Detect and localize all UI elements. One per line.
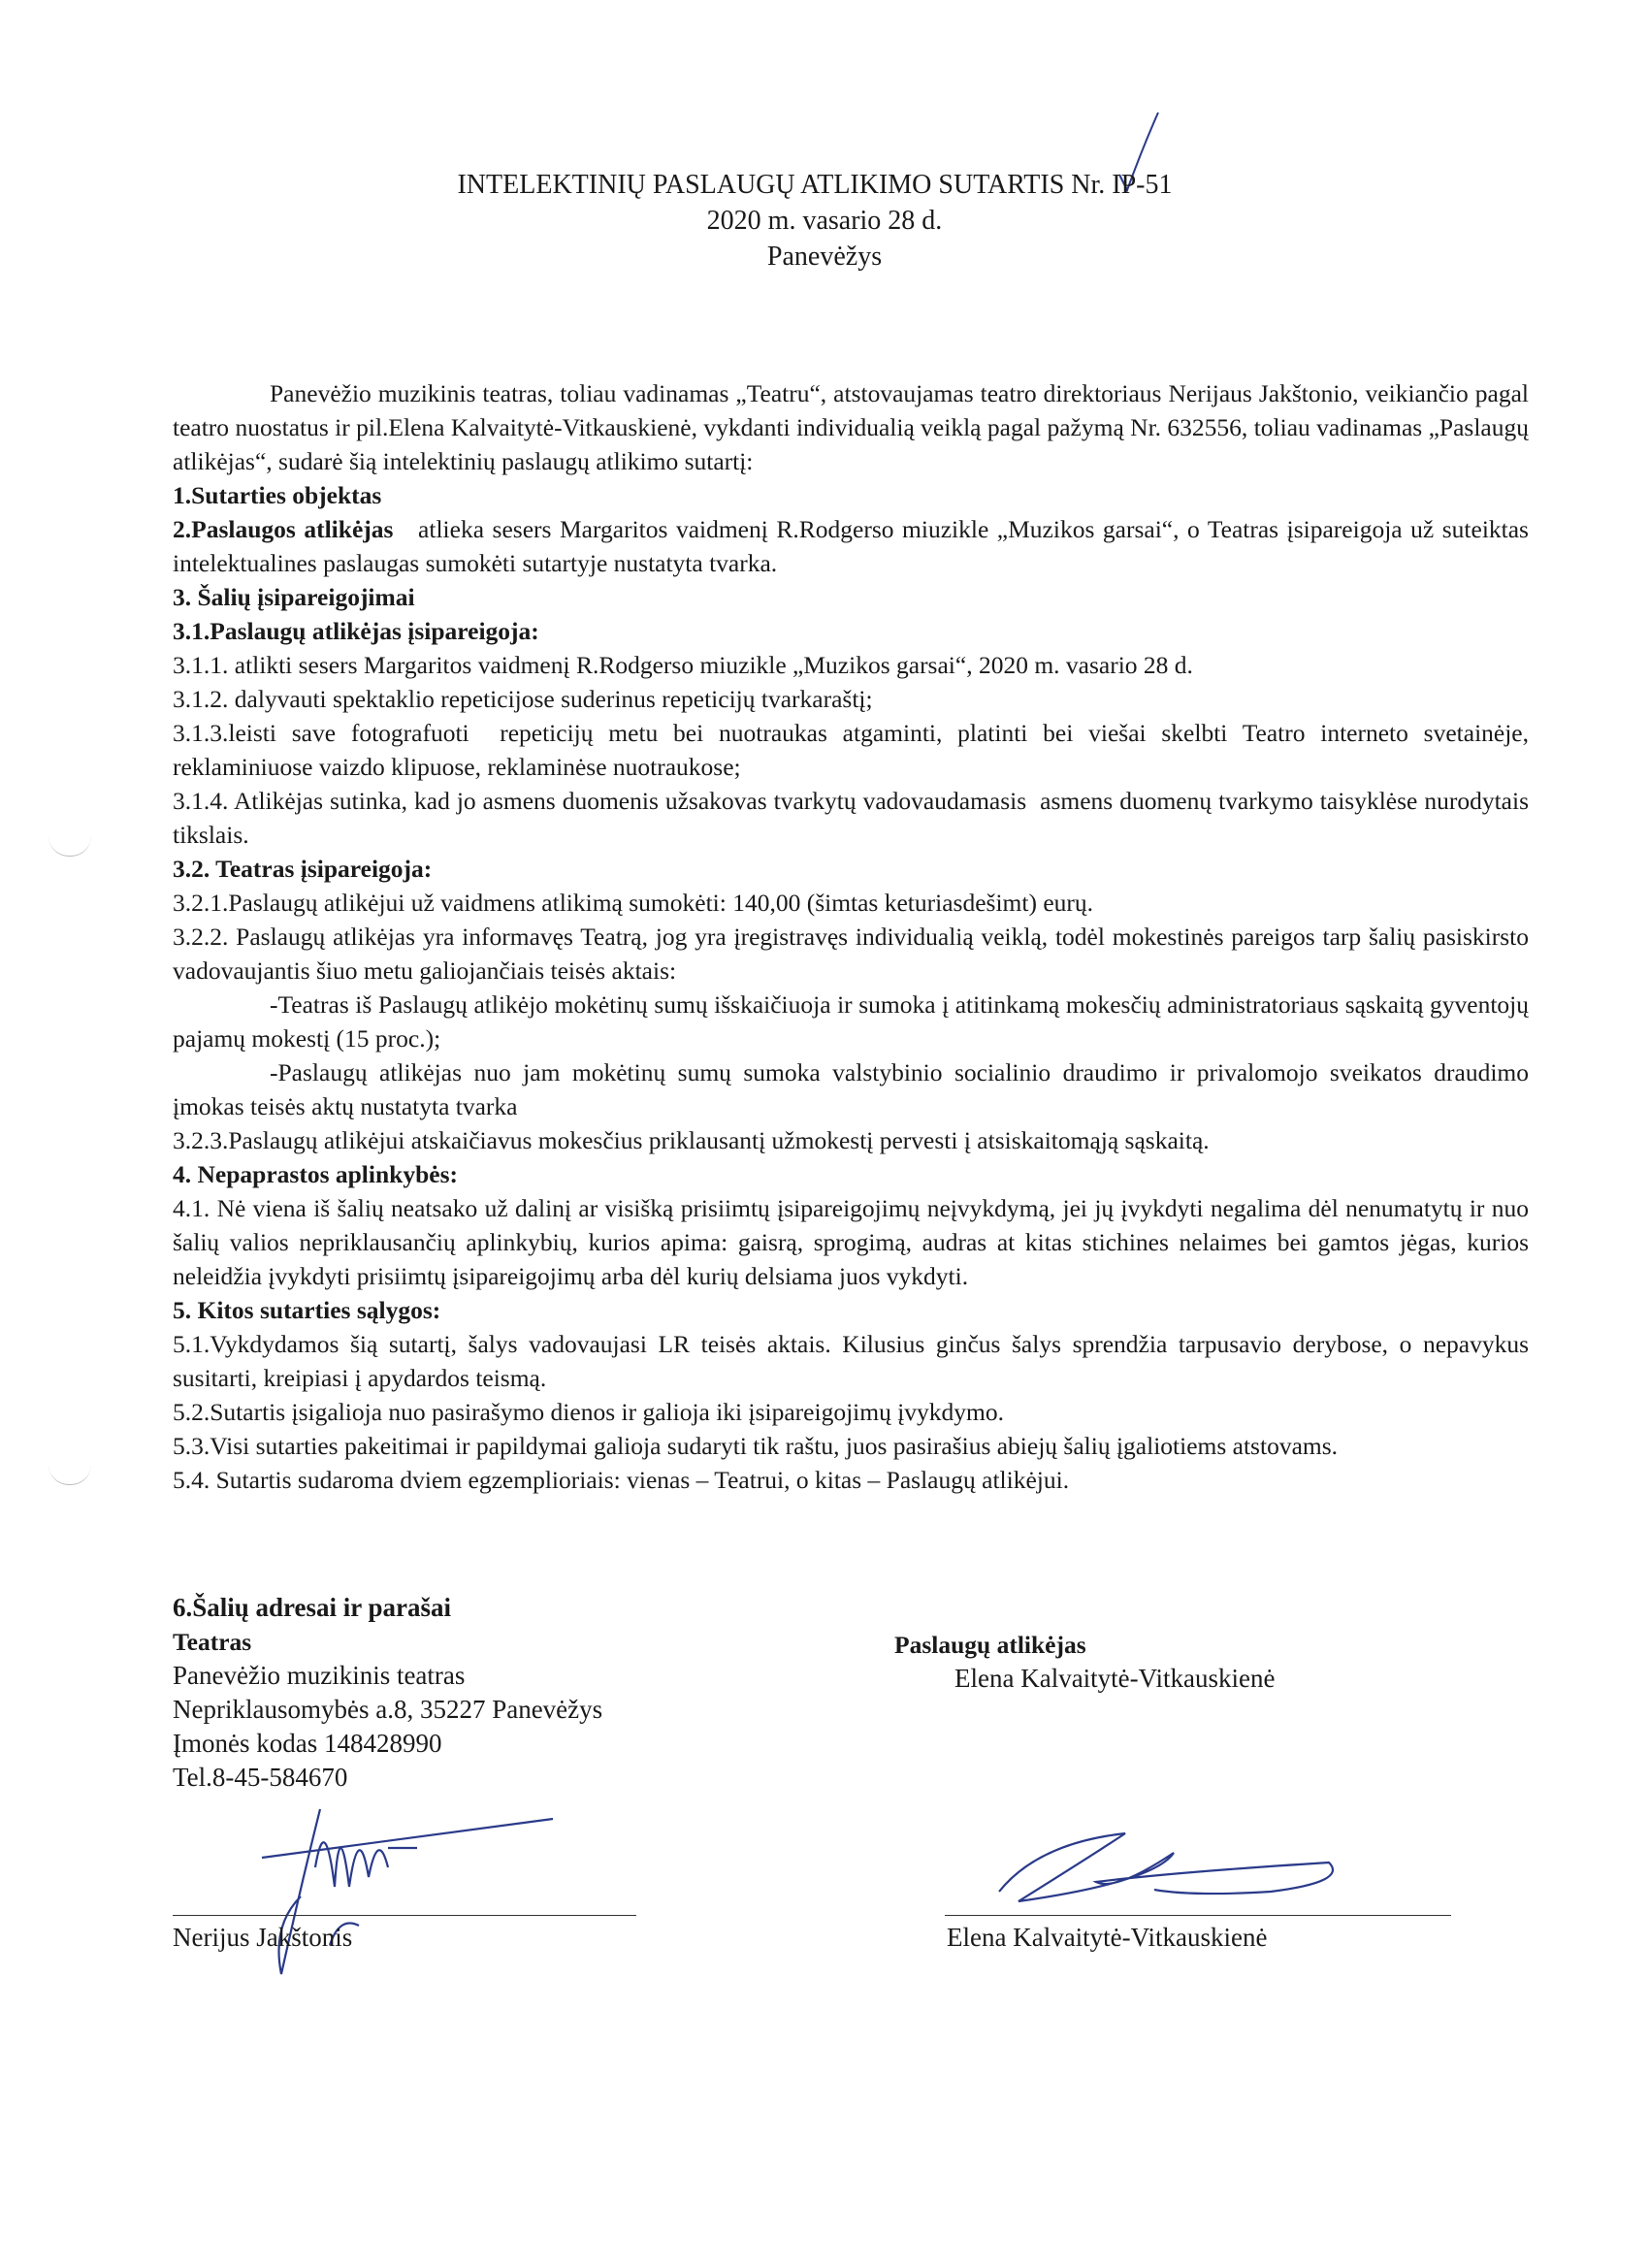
theatre-address: Nepriklausomybės a.8, 35227 Panevėžys — [173, 1695, 603, 1724]
paragraph-text: 3.1.3.leisti save fotografuoti repeticijų metu bei nuotraukas atgaminti, platinti bei viešai skelbti Teatro interneto svetainėje, reklaminiuose vaizdo klipuose, reklaminėse nuotraukose; — [173, 719, 1536, 781]
paragraph-text: atlieka sesers Margaritos vaidmenį R.Rodgerso miuzikle „Muzikos garsai“, o Teatras įsipareigoja už suteiktas intelektualines paslaugas sumokėti sutartyje nustatyta tvarka. — [173, 515, 1536, 577]
paragraph-text: 3.1.2. dalyvauti spektaklio repeticijose suderinus repeticijų tvarkaraštį; — [173, 685, 873, 713]
contract-paragraph — [173, 614, 1529, 648]
signatures-heading: 6.Šalių adresai ir parašai — [173, 1593, 452, 1622]
paragraph-text: 3.2.3.Paslaugų atlikėjui atskaičiavus mokesčius priklausantį užmokestį pervesti į atsiskaitomąją sąskaitą. — [173, 1126, 1210, 1154]
paragraph-text: Panevėžio muzikinis teatras, toliau vadinamas „Teatru“, atstovaujamas teatro direktoriaus Nerijaus Jakštonio, veikiančio pagal teatro nuostatus ir pil.Elena Kalvaitytė-Vitkauskienė, vykdanti individualią veiklą pagal pažymą Nr. 632556, toliau vadinamas „Paslaugų atlikėjas“, sudarė šią intelektinių paslaugų atlikimo sutartį: — [173, 379, 1536, 475]
document-title: INTELEKTINIŲ PASLAUGŲ ATLIKIMO SUTARTIS Nr. IP-51 — [457, 170, 1173, 200]
contract-paragraph — [173, 376, 1536, 478]
paragraph-text: 3.2. Teatras įsipareigoja: — [173, 855, 433, 883]
contract-paragraph — [173, 682, 1529, 716]
paragraph-text: 3. Šalių įsipareigojimai — [173, 583, 415, 611]
paragraph-text: 5.4. Sutartis sudaroma dviem egzemplioriais: vienas – Teatrui, o kitas – Paslaugų atlikėjui. — [173, 1466, 1070, 1494]
theatre-name: Panevėžio muzikinis teatras — [173, 1661, 466, 1690]
punch-hole-mark — [48, 1465, 91, 1485]
contract-paragraph — [173, 1191, 1536, 1293]
theatre-role: Teatras — [173, 1628, 252, 1656]
performer-signature-line — [945, 1915, 1451, 1916]
contract-paragraph — [173, 648, 1529, 682]
contract-paragraph — [173, 920, 1536, 988]
director-signature-line — [173, 1915, 636, 1916]
contract-paragraph — [173, 580, 1529, 614]
performer-role: Paslaugų atlikėjas — [894, 1631, 1086, 1659]
contract-paragraph — [173, 988, 1536, 1055]
contract-paragraph — [173, 1123, 1529, 1157]
paragraph-text: 4. Nepaprastos aplinkybės: — [173, 1160, 459, 1188]
paragraph-text: 3.2.2. Paslaugų atlikėjas yra informavęs Teatrą, jog yra įregistravęs individualią veiklą, todėl mokestinės pareigos tarp šalių pasiskirsto vadovaujantis šiuo metu galiojančiais teisės aktais: — [173, 923, 1536, 985]
performer-signer-name: Elena Kalvaitytė-Vitkauskienė — [947, 1923, 1268, 1952]
document-city: Panevėžys — [766, 242, 883, 272]
paragraph-bold-lead: 2.Paslaugos atlikėjas — [173, 515, 394, 543]
punch-hole-mark — [48, 836, 91, 857]
contract-paragraph — [173, 886, 1529, 920]
contract-paragraph — [173, 784, 1536, 852]
contract-paragraph — [173, 1463, 1529, 1497]
document-header — [0, 167, 1649, 275]
contract-paragraph — [173, 1395, 1529, 1429]
paragraph-text: 5.1.Vykdydamos šią sutartį, šalys vadovaujasi LR teisės aktais. Kilusius ginčus šalys sprendžia tarpusavio derybose, o nepavykus susitarti, kreipiasi į apydardos teismą. — [173, 1330, 1536, 1392]
theatre-tel: Tel.8-45-584670 — [173, 1763, 348, 1792]
paragraph-text: -Paslaugų atlikėjas nuo jam mokėtinų sumų sumoka valstybinio socialinio draudimo ir privalomojo sveikatos draudimo įmokas teisės aktų nustatyta tvarka — [173, 1058, 1536, 1120]
paragraph-text: 1.Sutarties objektas — [173, 481, 382, 509]
paragraph-text: 3.2.1.Paslaugų atlikėjui už vaidmens atlikimą sumokėti: 140,00 (šimtas keturiasdešimt) eurų. — [173, 889, 1094, 917]
contract-paragraph — [173, 1157, 1529, 1191]
paragraph-text: 3.1.4. Atlikėjas sutinka, kad jo asmens duomenis užsakovas tvarkytų vadovaudamasis asmens duomenų tvarkymo taisyklėse nurodytais tikslais. — [173, 787, 1536, 849]
performer-signature — [980, 1824, 1348, 1921]
paragraph-text: 5.3.Visi sutarties pakeitimai ir papildymai galioja sudaryti tik raštu, juos pasirašius abiejų šalių įgaliotiems atstovams. — [173, 1432, 1339, 1460]
contract-paragraph — [173, 478, 1529, 512]
contract-body — [173, 376, 1536, 1497]
performer-name: Elena Kalvaitytė-Vitkauskienė — [954, 1664, 1276, 1693]
paragraph-text: 5. Kitos sutarties sąlygos: — [173, 1296, 441, 1324]
document-date: 2020 m. vasario 28 d. — [706, 206, 943, 236]
contract-paragraph — [173, 852, 1529, 886]
paragraph-text: -Teatras iš Paslaugų atlikėjo mokėtinų sumų išskaičiuoja ir sumoka į atitinkamą mokesčių administratoriaus sąskaitą gyventojų pajamų mokestį (15 proc.); — [173, 990, 1536, 1053]
contract-paragraph — [173, 1429, 1529, 1463]
contract-paragraph — [173, 716, 1536, 784]
paragraph-text: 4.1. Nė viena iš šalių neatsako už dalinį ar visišką prisiimtų įsipareigojimų neįvykdymą, jei jų įvykdyti negalima dėl nenumatytų ir nuo šalių valios nepriklausančių aplinkybių, kurios apima: gaisrą, sprogimą, audras at kitas stichines nelaimes bei gamtos jėgas, kurios neleidžia įvykdyti prisiimtų įsipareigojimų arba dėl kurių delsiama juos vykdyti. — [173, 1194, 1536, 1290]
theatre-code: Įmonės kodas 148428990 — [173, 1729, 442, 1758]
contract-paragraph — [173, 1327, 1536, 1395]
director-signer-name: Nerijus Jakštonis — [173, 1923, 353, 1952]
contract-paragraph — [173, 1055, 1536, 1123]
paragraph-text: 3.1.Paslaugų atlikėjas įsipareigoja: — [173, 617, 539, 645]
contract-paragraph — [173, 1293, 1529, 1327]
paragraph-text: 5.2.Sutartis įsigalioja nuo pasirašymo dienos ir galioja iki įsipareigojimų įvykdymo. — [173, 1398, 1004, 1426]
paragraph-text: 3.1.1. atlikti sesers Margaritos vaidmenį R.Rodgerso miuzikle „Muzikos garsai“, 2020 m. vasario 28 d. — [173, 651, 1193, 679]
party-performer-block — [894, 1628, 1276, 1696]
contract-paragraph — [173, 512, 1536, 580]
